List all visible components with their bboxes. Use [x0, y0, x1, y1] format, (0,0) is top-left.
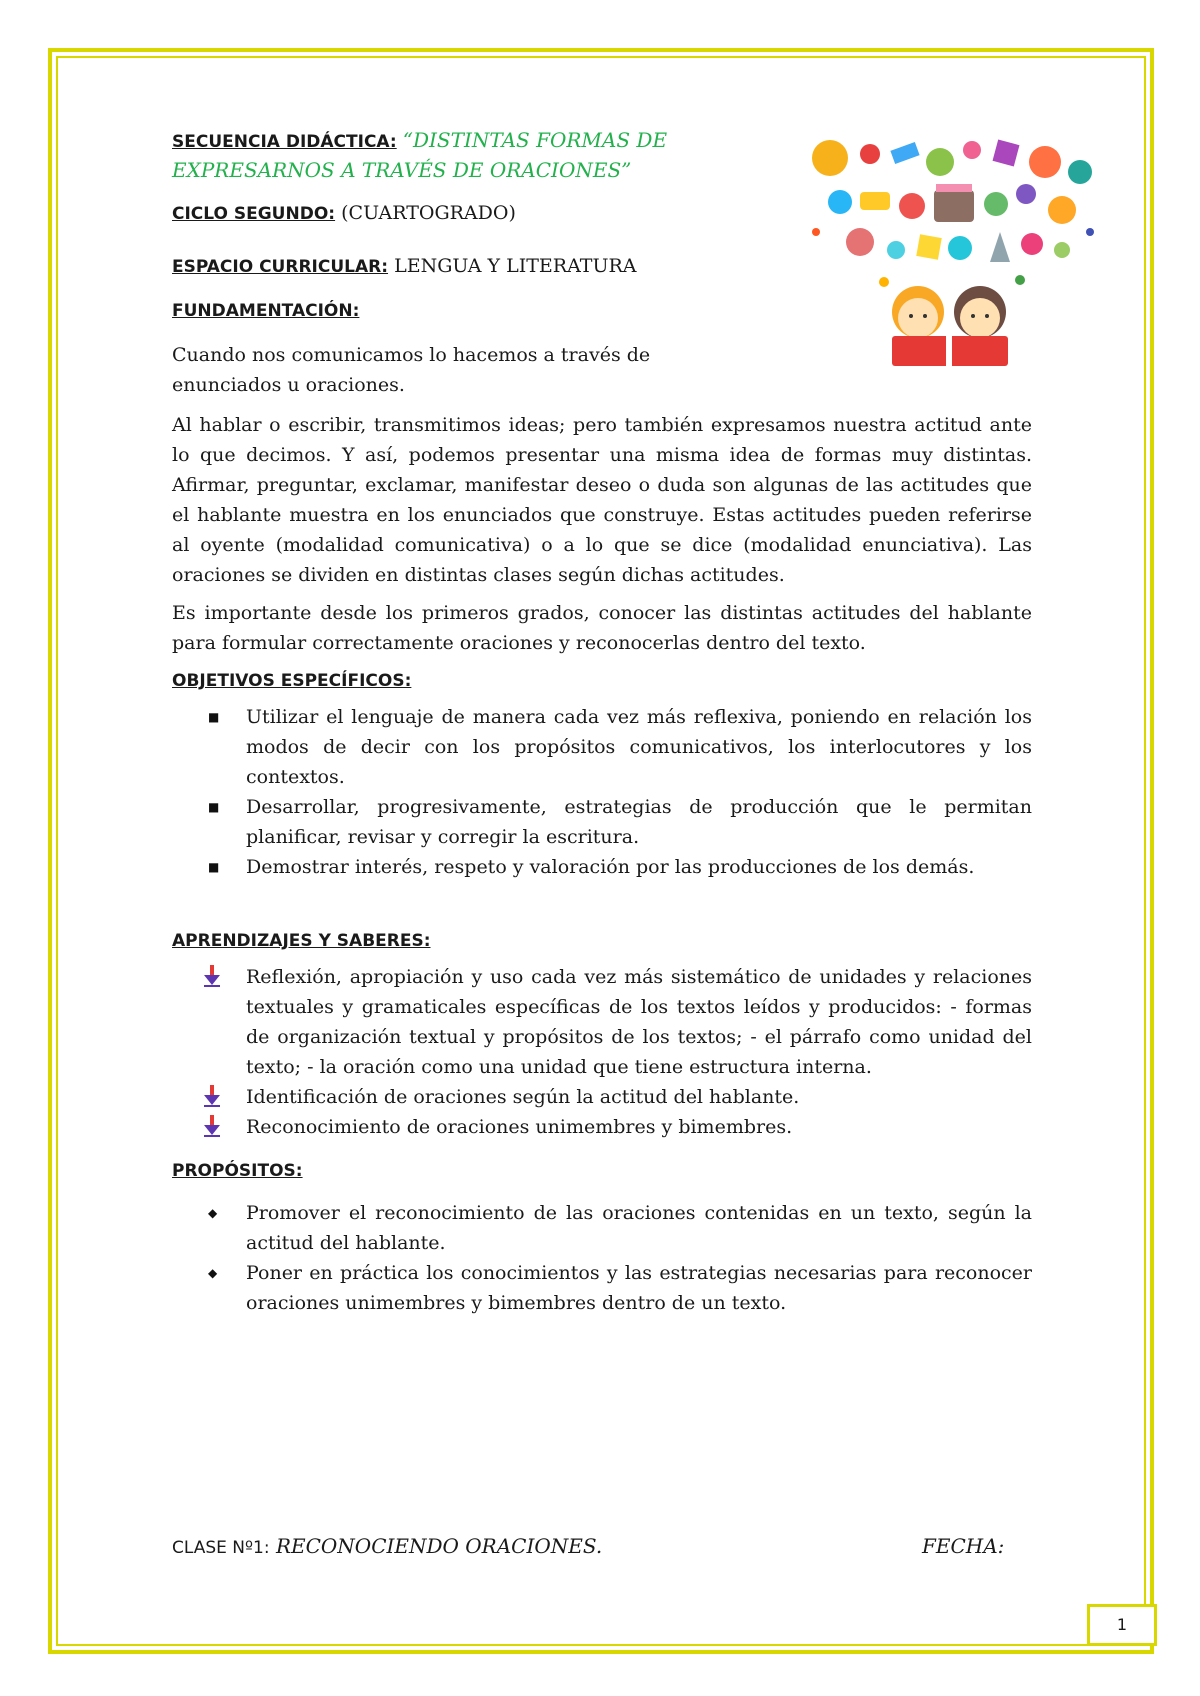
title-value-line2: EXPRESARNOS A TRAVÉS DE ORACIONES”: [172, 158, 632, 182]
down-arrow-icon: [204, 1115, 220, 1137]
objetivos-heading: OBJETIVOS ESPECÍFICOS:: [172, 671, 412, 691]
ciclo-value: (CUARTOGRADO): [341, 202, 516, 224]
fundamentacion-paragraph-1: Cuando nos comunicamos lo hacemos a través de enunciados u oraciones.: [172, 344, 651, 396]
list-item: Reflexión, apropiación y uso cada vez más sistemático de unidades y relaciones textuales y gramaticales específicas de los textos leídos y producidos: - formas de organización textual y propósitos de los textos; - el párrafo como unidad del texto; - la oración como una unidad que tiene estructura interna.: [172, 962, 1032, 1082]
list-item: ◆ Poner en práctica los conocimientos y las estrategias necesarias para reconocer oraciones unimembres y bimembres dentro de un texto.: [172, 1258, 1032, 1318]
list-item: ■ Desarrollar, progresivamente, estrategias de producción que le permitan planificar, revisar y corregir la escritura.: [172, 792, 1032, 852]
clase-label: CLASE Nº1:: [172, 1538, 270, 1558]
fundamentacion-heading: FUNDAMENTACIÓN:: [172, 301, 360, 321]
list-item: ■ Utilizar el lenguaje de manera cada vez más reflexiva, poniendo en relación los modos de decir con los propósitos comunicativos, los interlocutores y los contextos.: [172, 702, 1032, 792]
clase-value: RECONOCIENDO ORACIONES.: [275, 1534, 603, 1558]
diamond-bullet-icon: ◆: [208, 1266, 218, 1280]
aprendizajes-heading: APRENDIZAJES Y SABERES:: [172, 931, 431, 951]
list-item: Identificación de oraciones según la actitud del hablante.: [172, 1082, 1032, 1112]
document-body: [172, 126, 1032, 1318]
title-value-line1: “DISTINTAS FORMAS DE: [402, 128, 668, 152]
diamond-bullet-icon: ◆: [208, 1206, 218, 1220]
square-bullet-icon: ■: [208, 710, 220, 724]
square-bullet-icon: ■: [208, 860, 220, 874]
propositos-list: [172, 1198, 1032, 1318]
down-arrow-icon: [204, 1085, 220, 1107]
espacio-label: ESPACIO CURRICULAR:: [172, 257, 389, 277]
aprendizajes-list: [172, 962, 1032, 1142]
square-bullet-icon: ■: [208, 800, 220, 814]
fundamentacion-paragraph-2: Al hablar o escribir, transmitimos ideas; pero también expresamos nuestra actitud ante lo que decimos. Y así, podemos presentar una misma idea de formas muy distintas. Afirmar, preguntar, exclamar, manifestar deseo o duda son algunas de las actitudes que el hablante muestra en los enunciados que construye. Estas actitudes pueden referirse al oyente (modalidad comunicativa) o a lo que se dice (modalidad enunciativa). Las oraciones se dividen en distintas clases según dichas actitudes.: [172, 414, 1032, 586]
page-number: 1: [1087, 1604, 1157, 1646]
fecha-label: FECHA:: [922, 1534, 1005, 1558]
propositos-heading: PROPÓSITOS:: [172, 1161, 303, 1181]
list-item: ■ Demostrar interés, respeto y valoración por las producciones de los demás.: [172, 852, 1032, 882]
espacio-value: LENGUA Y LITERATURA: [394, 255, 637, 277]
down-arrow-icon: [204, 965, 220, 987]
header-block: [172, 126, 732, 400]
fundamentacion-paragraph-3: Es importante desde los primeros grados, conocer las distintas actitudes del hablante para formular correctamente oraciones y reconocerlas dentro del texto.: [172, 602, 1032, 654]
ciclo-label: CICLO SEGUNDO:: [172, 204, 336, 224]
objetivos-list: [172, 702, 1032, 882]
list-item: ◆ Promover el reconocimiento de las oraciones contenidas en un texto, según la actitud del hablante.: [172, 1198, 1032, 1258]
list-item: Reconocimiento de oraciones unimembres y bimembres.: [172, 1112, 1032, 1142]
title-label: SECUENCIA DIDÁCTICA:: [172, 132, 397, 152]
class-footer: [172, 1534, 1032, 1568]
